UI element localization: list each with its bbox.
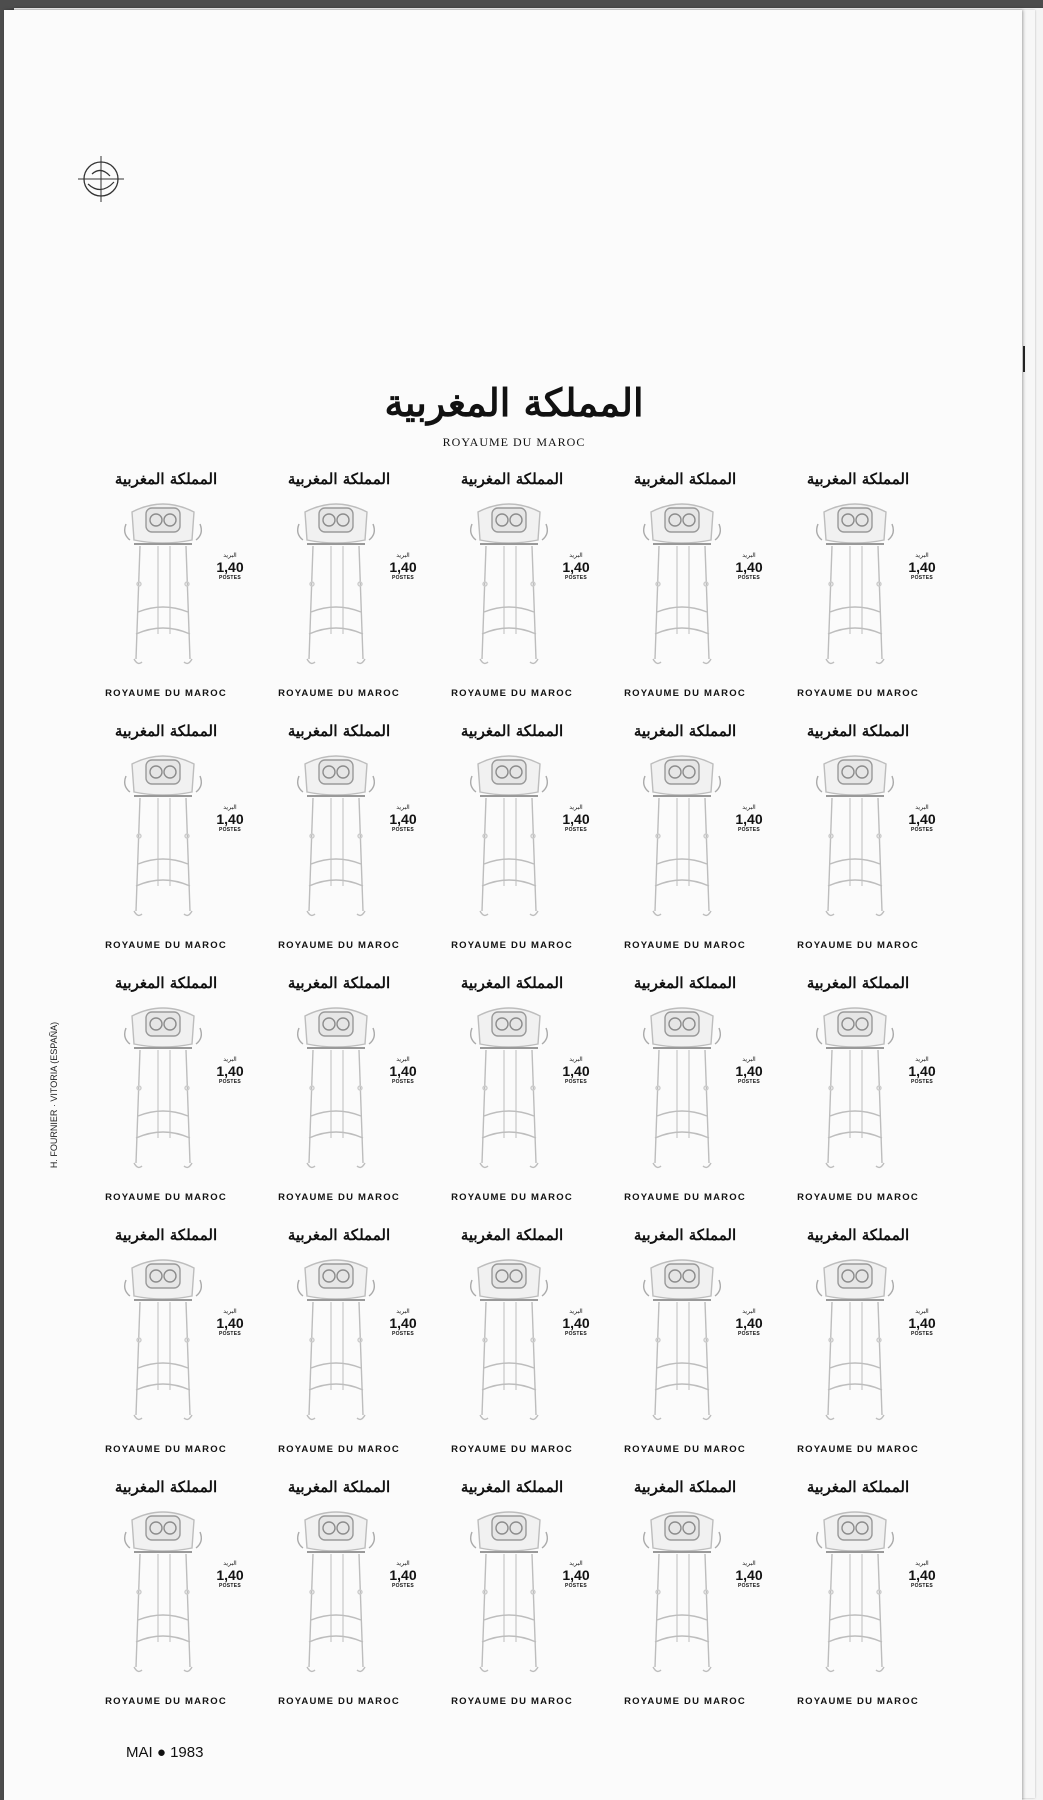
stamp-country-arabic: المملكة المغربية [460,722,564,740]
stamp-country-french: ROYAUME DU MAROC [624,688,746,699]
stamp-denomination [729,804,769,833]
stamp-denomination [556,1308,596,1337]
denomination-value: 1,40 [216,811,244,827]
ornate-stand-icon [291,1250,381,1430]
denomination-label: POSTES [910,1583,934,1589]
ornate-stand-icon [291,1502,381,1682]
stamp-denomination [383,1560,423,1589]
stamp [788,970,960,1222]
stamp-country-french: ROYAUME DU MAROC [278,688,400,699]
stamp-country-french: ROYAUME DU MAROC [278,1192,400,1203]
denomination-label: POSTES [737,827,761,833]
denomination-label: POSTES [910,827,934,833]
stamp [615,1222,787,1474]
denomination-value: 1,40 [389,811,417,827]
denomination-label: POSTES [218,827,242,833]
stamp-country-arabic: المملكة المغربية [806,470,910,488]
ornate-stand-icon [118,1502,208,1682]
denomination-label: POSTES [737,575,761,581]
ornate-stand-icon [291,998,381,1178]
stamp-country-arabic: المملكة المغربية [114,722,218,740]
stamp [96,970,268,1222]
stamp-country-french: ROYAUME DU MAROC [451,1696,573,1707]
stamp-denomination [729,1308,769,1337]
denomination-arabic: البريد [742,804,756,811]
denomination-value: 1,40 [735,1063,763,1079]
ornate-stand-icon [291,494,381,674]
stamp-denomination [556,1560,596,1589]
denomination-label: POSTES [910,575,934,581]
stamp-country-french: ROYAUME DU MAROC [451,1192,573,1203]
stamp-denomination [210,1560,250,1589]
stamp-denomination [729,552,769,581]
ornate-stand-icon [118,746,208,926]
denomination-value: 1,40 [562,1567,590,1583]
stamp-country-arabic: المملكة المغربية [287,1478,391,1496]
stamp-country-arabic: المملكة المغربية [633,1226,737,1244]
sheet-header-arabic: المملكة المغربية [384,380,644,425]
denomination-value: 1,40 [735,559,763,575]
stamp-denomination [729,1560,769,1589]
ornate-stand-icon [810,1502,900,1682]
stamp-country-arabic: المملكة المغربية [287,1226,391,1244]
stamp [269,970,441,1222]
denomination-arabic: البريد [223,1560,237,1567]
stamp-denomination [902,804,942,833]
denomination-value: 1,40 [389,1063,417,1079]
denomination-value: 1,40 [735,1315,763,1331]
stamp-denomination [902,552,942,581]
stamp [96,1474,268,1726]
stamp-country-arabic: المملكة المغربية [633,722,737,740]
stamp-country-french: ROYAUME DU MAROC [797,940,919,951]
stamp-denomination [383,552,423,581]
denomination-label: POSTES [564,1079,588,1085]
stamp-country-french: ROYAUME DU MAROC [624,1192,746,1203]
stamp-denomination [383,1308,423,1337]
stamp-denomination [556,804,596,833]
ornate-stand-icon [637,1250,727,1430]
denomination-label: POSTES [564,1583,588,1589]
stamp [788,1474,960,1726]
denomination-label: POSTES [218,1079,242,1085]
stamp-country-french: ROYAUME DU MAROC [105,1696,227,1707]
ornate-stand-icon [810,494,900,674]
ornate-stand-icon [637,494,727,674]
denomination-arabic: البريد [396,1560,410,1567]
stamp-denomination [556,1056,596,1085]
stamp-country-arabic: المملكة المغربية [806,1478,910,1496]
stamp-country-arabic: المملكة المغربية [806,1226,910,1244]
stamp-country-arabic: المملكة المغربية [633,974,737,992]
denomination-label: POSTES [391,827,415,833]
denomination-arabic: البريد [223,1056,237,1063]
stamp-country-arabic: المملكة المغربية [633,470,737,488]
denomination-arabic: البريد [742,1308,756,1315]
stamp-country-arabic: المملكة المغربية [633,1478,737,1496]
ornate-stand-icon [464,1250,554,1430]
stamp-country-french: ROYAUME DU MAROC [624,940,746,951]
stamp-denomination [210,1308,250,1337]
denomination-value: 1,40 [908,1063,936,1079]
stamp [442,1222,614,1474]
denomination-arabic: البريد [396,804,410,811]
stamp-country-french: ROYAUME DU MAROC [105,688,227,699]
stamp-denomination [210,552,250,581]
stamp-denomination [556,552,596,581]
stamp-denomination [902,1560,942,1589]
denomination-arabic: البريد [396,552,410,559]
stamp-country-french: ROYAUME DU MAROC [451,1444,573,1455]
denomination-label: POSTES [391,575,415,581]
printer-imprint-text: H. FOURNIER · VITORIA (ESPAÑA) [49,1021,59,1169]
denomination-arabic: البريد [223,552,237,559]
stamp-grid [96,466,976,1726]
stamp-country-arabic: المملكة المغربية [460,974,564,992]
ornate-stand-icon [291,746,381,926]
stamp-denomination [210,804,250,833]
denomination-arabic: البريد [742,1560,756,1567]
denomination-arabic: البريد [915,1056,929,1063]
stamp-country-french: ROYAUME DU MAROC [105,1444,227,1455]
stamp-country-french: ROYAUME DU MAROC [278,1444,400,1455]
stamp-country-french: ROYAUME DU MAROC [105,940,227,951]
denomination-arabic: البريد [915,552,929,559]
denomination-label: POSTES [218,575,242,581]
denomination-arabic: البريد [223,804,237,811]
denomination-arabic: البريد [569,1056,583,1063]
ornate-stand-icon [118,494,208,674]
stamp-denomination [210,1056,250,1085]
stamp-country-french: ROYAUME DU MAROC [278,1696,400,1707]
stamp-country-arabic: المملكة المغربية [287,722,391,740]
ornate-stand-icon [810,998,900,1178]
stamp-country-arabic: المملكة المغربية [114,974,218,992]
denomination-label: POSTES [910,1079,934,1085]
stamp-country-arabic: المملكة المغربية [114,1226,218,1244]
stamp-country-arabic: المملكة المغربية [114,470,218,488]
stamp [96,718,268,970]
denomination-value: 1,40 [389,559,417,575]
stamp-denomination [383,1056,423,1085]
denomination-arabic: البريد [742,552,756,559]
stamp-country-french: ROYAUME DU MAROC [797,688,919,699]
denomination-arabic: البريد [569,1560,583,1567]
denomination-value: 1,40 [216,559,244,575]
denomination-value: 1,40 [908,1315,936,1331]
stamp [615,970,787,1222]
denomination-label: POSTES [564,575,588,581]
stamp-country-arabic: المملكة المغربية [287,470,391,488]
denomination-label: POSTES [737,1079,761,1085]
stamp-country-arabic: المملكة المغربية [460,470,564,488]
stamp [96,1222,268,1474]
stamp-country-french: ROYAUME DU MAROC [624,1444,746,1455]
stamp [442,466,614,718]
denomination-value: 1,40 [562,1315,590,1331]
trim-tick-mark [1023,346,1025,372]
denomination-label: POSTES [737,1583,761,1589]
denomination-value: 1,40 [389,1315,417,1331]
ornate-stand-icon [464,998,554,1178]
ornate-stand-icon [810,746,900,926]
stamp-country-french: ROYAUME DU MAROC [451,940,573,951]
stamp-denomination [902,1056,942,1085]
stamp [788,466,960,718]
stamp [788,718,960,970]
stamp [269,466,441,718]
stamp-country-arabic: المملكة المغربية [460,1226,564,1244]
stamp-country-french: ROYAUME DU MAROC [451,688,573,699]
denomination-label: POSTES [737,1331,761,1337]
sheet-header-french: ROYAUME DU MAROC [442,435,586,449]
denomination-arabic: البريد [396,1308,410,1315]
stamp-country-arabic: المملكة المغربية [806,974,910,992]
denomination-value: 1,40 [216,1315,244,1331]
stamp-denomination [729,1056,769,1085]
registration-mark-icon [78,156,124,202]
stamp-country-french: ROYAUME DU MAROC [797,1192,919,1203]
stamp-country-french: ROYAUME DU MAROC [797,1444,919,1455]
stamp-country-french: ROYAUME DU MAROC [797,1696,919,1707]
stamp-country-arabic: المملكة المغربية [287,974,391,992]
denomination-value: 1,40 [216,1567,244,1583]
stamp [442,970,614,1222]
stamp [442,718,614,970]
ornate-stand-icon [464,494,554,674]
denomination-value: 1,40 [562,1063,590,1079]
denomination-arabic: البريد [569,552,583,559]
denomination-arabic: البريد [742,1056,756,1063]
denomination-label: POSTES [391,1583,415,1589]
denomination-value: 1,40 [908,559,936,575]
denomination-arabic: البريد [396,1056,410,1063]
denomination-arabic: البريد [915,804,929,811]
denomination-value: 1,40 [735,1567,763,1583]
denomination-label: POSTES [218,1583,242,1589]
ornate-stand-icon [118,998,208,1178]
print-date: MAI ● 1983 [126,1744,204,1761]
denomination-label: POSTES [391,1079,415,1085]
stamp-denomination [902,1308,942,1337]
stamp-country-arabic: المملكة المغربية [460,1478,564,1496]
stamp [269,1222,441,1474]
stamp-country-arabic: المملكة المغربية [114,1478,218,1496]
denomination-value: 1,40 [735,811,763,827]
stamp [615,466,787,718]
denomination-value: 1,40 [562,811,590,827]
denomination-value: 1,40 [908,1567,936,1583]
ornate-stand-icon [464,1502,554,1682]
denomination-arabic: البريد [569,804,583,811]
ornate-stand-icon [637,746,727,926]
stamp [442,1474,614,1726]
denomination-label: POSTES [218,1331,242,1337]
stamp [615,718,787,970]
denomination-label: POSTES [564,1331,588,1337]
stamp-country-french: ROYAUME DU MAROC [624,1696,746,1707]
ornate-stand-icon [637,998,727,1178]
stamp [788,1222,960,1474]
denomination-arabic: البريد [915,1308,929,1315]
denomination-value: 1,40 [562,559,590,575]
stamp [269,1474,441,1726]
denomination-arabic: البريد [569,1308,583,1315]
stamp-sheet [4,10,1022,1800]
denomination-arabic: البريد [223,1308,237,1315]
ornate-stand-icon [118,1250,208,1430]
stamp-country-arabic: المملكة المغربية [806,722,910,740]
stamp-denomination [383,804,423,833]
denomination-label: POSTES [564,827,588,833]
stamp [269,718,441,970]
stamp [615,1474,787,1726]
stamp-country-french: ROYAUME DU MAROC [105,1192,227,1203]
denomination-value: 1,40 [908,811,936,827]
denomination-label: POSTES [910,1331,934,1337]
denomination-value: 1,40 [216,1063,244,1079]
denomination-arabic: البريد [915,1560,929,1567]
denomination-label: POSTES [391,1331,415,1337]
ornate-stand-icon [810,1250,900,1430]
ornate-stand-icon [637,1502,727,1682]
stamp [96,466,268,718]
denomination-value: 1,40 [389,1567,417,1583]
ornate-stand-icon [464,746,554,926]
stamp-country-french: ROYAUME DU MAROC [278,940,400,951]
